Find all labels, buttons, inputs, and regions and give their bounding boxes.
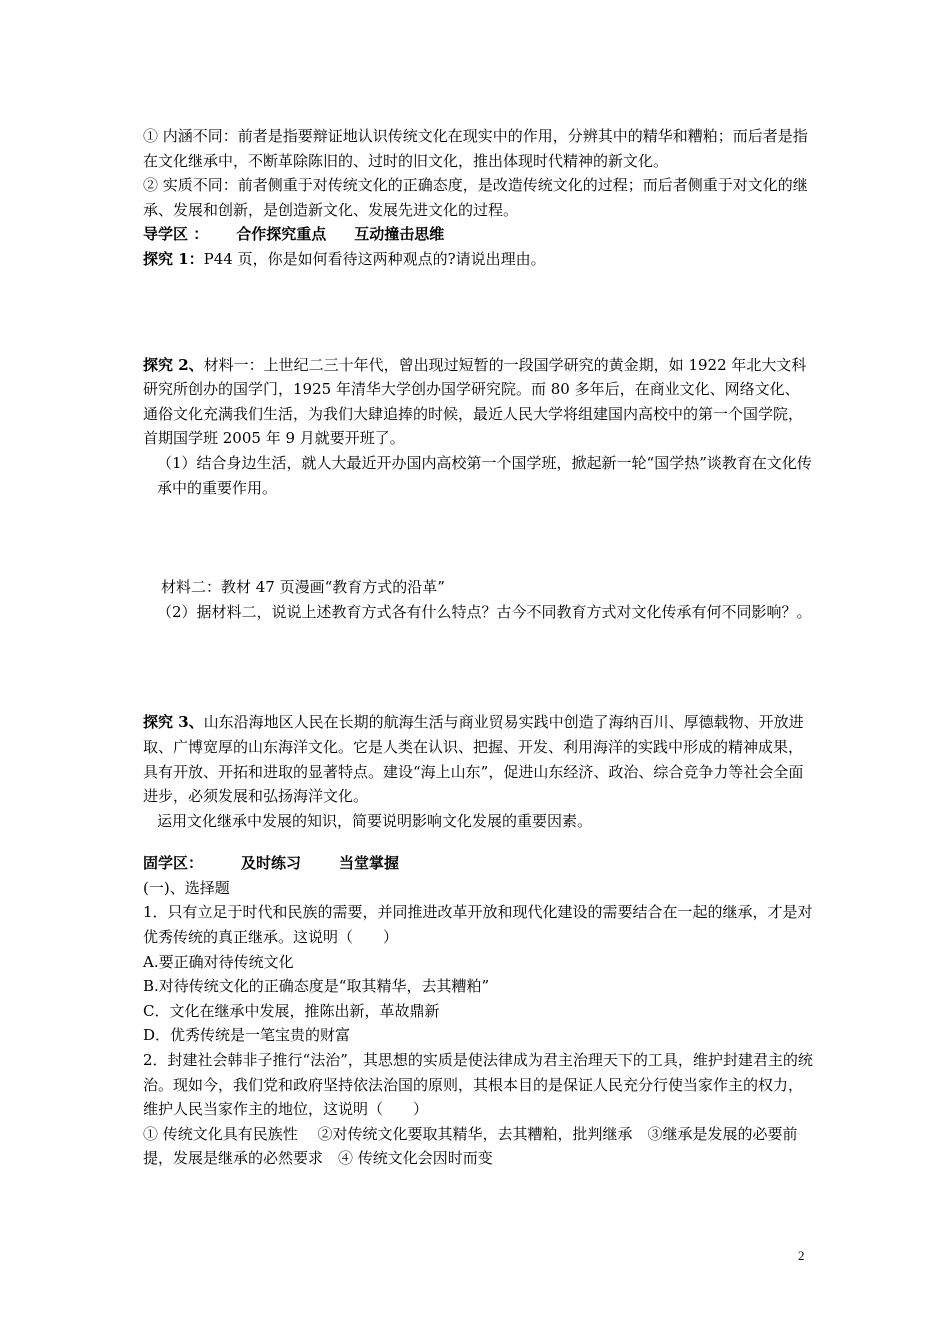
paragraph-connotation: ① 内涵不同：前者是指要辩证地认识传统文化在现实中的作用，分辨其中的精华和糟粕；而后者是指在文化继承中，不断革除陈旧的、过时的旧文化，推出体现时代精神的新文化。 (143, 127, 808, 170)
mc2-stem: 2．封建社会韩非子推行“法治”，其思想的实质是使法律成为君主治理天下的工具，维护封建君主的统治。现如今，我们党和政府坚持依法治国的原则，其根本目的是保证人民充分行使当家作主的权力，维护人民当家作主的地位，这说明（ ） (143, 1051, 813, 1119)
heading-guxue: 固学区： 及时练习 当堂掌握 (143, 854, 400, 873)
paragraph-essence: ② 实质不同：前者侧重于对传统文化的正确态度，是改造传统文化的过程；而后者侧重于对文化的继承、发展和创新，是创造新文化、发展先进文化的过程。 (143, 176, 808, 219)
mc1-option-c: C．文化在继承中发展，推陈出新，革故鼎新 (143, 1001, 440, 1020)
question-2-material-2: 材料二：教材 47 页漫画“教育方式的沿革” (161, 578, 445, 597)
question-1-label: 探究 1： (143, 249, 204, 268)
answer-space (143, 624, 813, 710)
answer-space (143, 500, 813, 575)
mc1-stem: 1．只有立足于时代和民族的需要，并同推进改革开放和现代化建设的需要结合在一起的继承，才是对优秀传统的真正继承。这说明（ ） (143, 903, 813, 947)
section-choice-title: (一)、选择题 (143, 878, 230, 897)
question-2-part-2: （2）据材料二，说说上述教育方式各有什么特点？古今不同教育方式对文化传承有何不同影响？。 (157, 602, 812, 621)
question-3: 探究 3、山东沿海地区人民在长期的航海生活与商业贸易实践中创造了海纳百川、厚德载物、开放进取、广博宽厚的山东海洋文化。它是人类在认识、把握、开发、利用海洋的实践中形成的精神成果，具有开放、开拓和进取的显著特点。建设“海上山东”，促进山东经济、政治、综合竞争力等社会全面进步，必须发展和弘扬海洋文化。 (143, 713, 804, 806)
page-number: 2 (798, 1248, 805, 1263)
mc1-option-a: A.要正确对待传统文化 (143, 952, 294, 971)
heading-daoxue: 导学区 ： 合作探究重点 互动撞击思维 (143, 225, 445, 244)
question-1: 探究 1：P44 页，你是如何看待这两种观点的?请说出理由。 (143, 249, 546, 268)
question-3-task: 运用文化继承中发展的知识，简要说明影响文化发展的重要因素。 (157, 811, 593, 830)
page-content (143, 124, 813, 1171)
question-2: 探究 2、材料一：上世纪二三十年代，曾出现过短暂的一段国学研究的黄金期，如 1922 年北大文科研究所创办的国学门，1925 年清华大学创办国学研究院。而 80 多年后，在商业文化、网络文化、通俗文化充满我们生活，为我们大肆追捧的时候，最近人民大学将组建国内高校中的第一个国学院，首期国学班 2005 年 9 月就要开班了。 (143, 355, 807, 448)
mc2-options: ① 传统文化具有民族性 ②对传统文化要取其精华，去其糟粕，批判继承 ③继承是发展的必要前提，发展是继承的必然要求 ④ 传统文化会因时而变 (143, 1124, 798, 1168)
answer-space (143, 272, 813, 353)
question-2-label: 探究 2、 (143, 355, 204, 374)
mc1-option-b: B.对待传统文化的正确态度是“取其精华，去其糟粕” (143, 977, 490, 996)
question-3-label: 探究 3、 (143, 713, 204, 732)
mc1-option-d: D．优秀传统是一笔宝贵的财富 (143, 1026, 351, 1045)
spacer (143, 833, 813, 851)
question-2-part-1: （1）结合身边生活，就人大最近开办国内高校第一个国学班，掀起新一轮“国学热”谈教育在文化传承中的重要作用。 (157, 453, 812, 497)
